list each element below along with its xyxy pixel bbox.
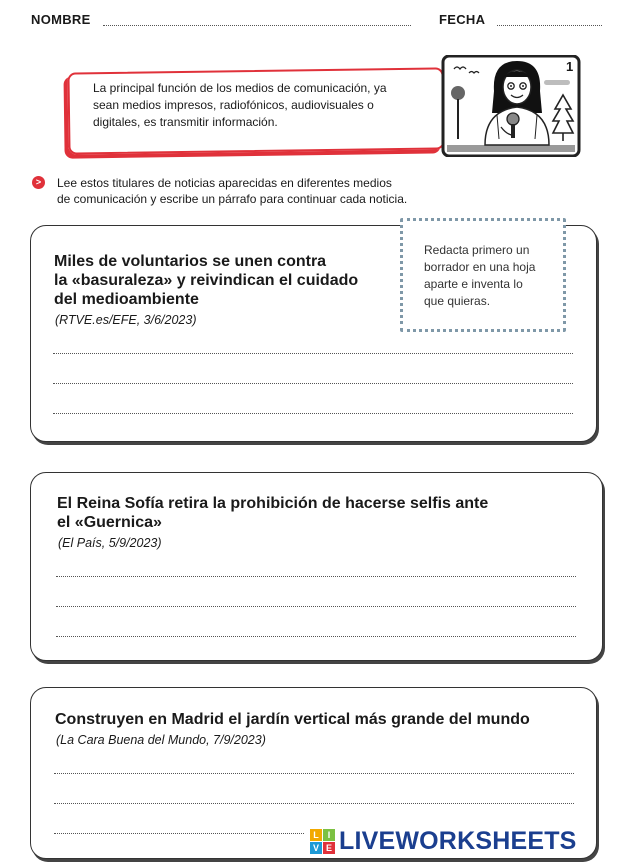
news-2-answer-line-2[interactable] bbox=[56, 606, 576, 607]
news-3-headline-line-1: Construyen en Madrid el jardín vertical más grande del mundo bbox=[55, 711, 530, 728]
instruction-bullet-icon: > bbox=[32, 176, 45, 189]
logo-letter-l: L bbox=[310, 829, 322, 841]
news-3-answer-line-1[interactable] bbox=[54, 773, 574, 774]
reporter-with-microphone-icon bbox=[441, 55, 581, 157]
news-1-answer-line-1[interactable] bbox=[53, 353, 573, 354]
note-text bbox=[424, 242, 549, 310]
logo-letter-v: V bbox=[310, 842, 322, 854]
news-2-source: (El País, 5/9/2023) bbox=[58, 536, 162, 550]
info-line-1: La principal función de los medios de comunicación, ya bbox=[93, 81, 387, 95]
news-2-headline-line-1: El Reina Sofía retira la prohibición de hacerse selfis ante bbox=[57, 495, 489, 512]
news-1-headline-line-2: la «basuraleza» y reivindican el cuidado bbox=[54, 272, 359, 289]
reporter-illustration bbox=[441, 55, 581, 157]
info-text bbox=[93, 80, 423, 131]
illustration-badge-number: 1 bbox=[566, 59, 574, 74]
instruction-text bbox=[57, 175, 457, 207]
news-2-answer-line-3[interactable] bbox=[56, 636, 576, 637]
date-label: FECHA bbox=[439, 12, 486, 27]
note-line-4: que quieras. bbox=[424, 294, 491, 308]
news-1-headline-line-1: Miles de voluntarios se unen contra bbox=[54, 253, 327, 270]
logo-letter-i: I bbox=[323, 829, 335, 841]
name-field[interactable] bbox=[103, 25, 411, 26]
note-line-3: aparte e inventa lo bbox=[424, 277, 523, 291]
note-line-2: borrador en una hoja bbox=[424, 260, 536, 274]
info-line-2: sean medios impresos, radiofónicos, audiovisuales o bbox=[93, 98, 374, 112]
news-1-source: (RTVE.es/EFE, 3/6/2023) bbox=[55, 313, 197, 327]
name-label: NOMBRE bbox=[31, 12, 91, 27]
news-3-source: (La Cara Buena del Mundo, 7/9/2023) bbox=[56, 733, 266, 747]
news-2-answer-line-1[interactable] bbox=[56, 576, 576, 577]
news-3-answer-line-3[interactable] bbox=[54, 833, 304, 834]
news-3-headline bbox=[55, 710, 575, 729]
news-1-headline-line-3: del medioambiente bbox=[54, 291, 199, 308]
news-1-answer-line-3[interactable] bbox=[53, 413, 573, 414]
liveworksheets-text: LIVEWORKSHEETS bbox=[339, 826, 577, 855]
news-1-answer-line-2[interactable] bbox=[53, 383, 573, 384]
liveworksheets-logo-icon bbox=[310, 829, 335, 854]
liveworksheets-logo bbox=[310, 826, 577, 856]
instruction-line-1: Lee estos titulares de noticias aparecidas en diferentes medios bbox=[57, 176, 392, 190]
news-2-headline bbox=[57, 494, 567, 532]
news-2-headline-line-2: el «Guernica» bbox=[57, 514, 162, 531]
news-3-answer-line-2[interactable] bbox=[54, 803, 574, 804]
instruction-line-2: de comunicación y escribe un párrafo para continuar cada noticia. bbox=[57, 192, 408, 206]
date-field[interactable] bbox=[497, 25, 602, 26]
news-1-headline bbox=[54, 252, 394, 309]
info-line-3: digitales, es transmitir información. bbox=[93, 115, 278, 129]
logo-letter-e: E bbox=[323, 842, 335, 854]
note-line-1: Redacta primero un bbox=[424, 243, 530, 257]
